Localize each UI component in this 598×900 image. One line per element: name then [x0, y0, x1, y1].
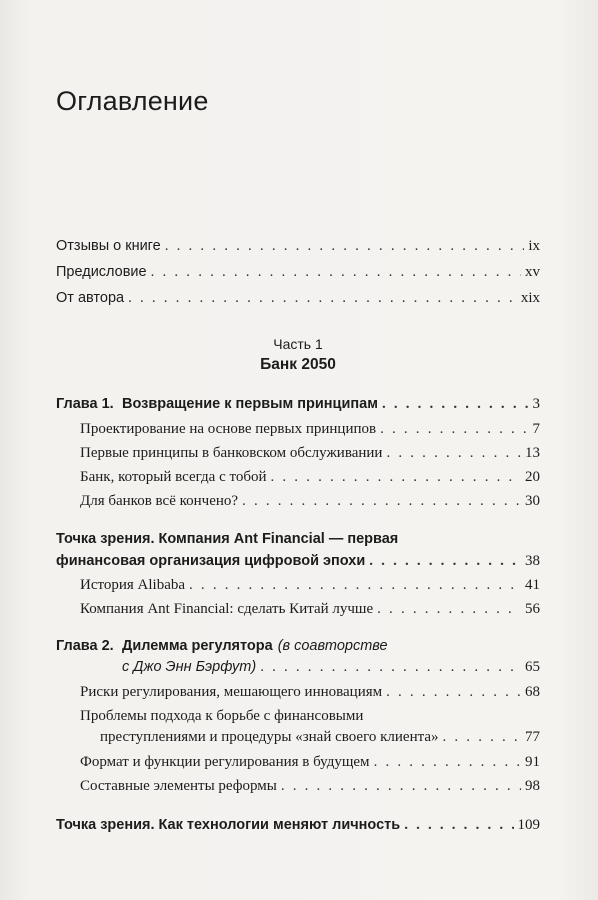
- section-page: 91: [525, 754, 540, 770]
- section-page: 30: [525, 493, 540, 509]
- toc-section-title[interactable]: [80, 708, 540, 725]
- chapter-number: Глава 1.: [56, 396, 114, 412]
- part-title: Банк 2050: [260, 356, 336, 373]
- chapter-page: 65: [525, 659, 540, 675]
- leader-dots: [189, 577, 521, 594]
- toc-section-entry[interactable]: [80, 493, 540, 510]
- leader-dots: [281, 778, 521, 795]
- toc-entry-page: xix: [520, 290, 540, 306]
- toc-section-entry[interactable]: [80, 445, 540, 462]
- section-label: История Alibaba: [80, 577, 186, 593]
- leader-dots: [374, 754, 521, 771]
- section-page: 98: [525, 778, 540, 794]
- toc-section-entry[interactable]: [80, 577, 540, 594]
- section-page: 7: [532, 421, 540, 437]
- chapter-title: Дилемма регулятора: [122, 638, 273, 654]
- viewpoint-page: 38: [525, 553, 540, 569]
- section-label: Проблемы подхода к борьбе с финансовыми: [80, 708, 364, 724]
- chapter-number: Глава 2.: [56, 638, 114, 654]
- toc-section-entry[interactable]: [80, 778, 540, 795]
- toc-section-entry[interactable]: [80, 684, 540, 701]
- section-page: 41: [525, 577, 540, 593]
- toc-entry-label: Отзывы о книге: [56, 238, 161, 254]
- leader-dots: [404, 817, 513, 834]
- page-title: Оглавление: [56, 86, 209, 116]
- toc-chapter-entry[interactable]: [56, 396, 540, 413]
- section-page: 68: [525, 684, 540, 700]
- leader-dots: [369, 553, 521, 570]
- toc-section-entry[interactable]: [80, 469, 540, 486]
- section-label: Компания Ant Financial: сделать Китай лучше: [80, 601, 374, 617]
- leader-dots: [151, 264, 521, 281]
- toc-section-entry[interactable]: [100, 729, 540, 746]
- toc-entry-page: ix: [528, 238, 540, 254]
- section-page: 77: [525, 729, 540, 745]
- section-page: 20: [525, 469, 540, 485]
- leader-dots: [380, 421, 528, 438]
- part-label: Часть 1: [273, 336, 323, 352]
- toc-section-entry[interactable]: [80, 601, 540, 618]
- section-label: Проектирование на основе первых принципов: [80, 421, 377, 437]
- chapter-page: 3: [532, 396, 540, 412]
- section-label: Составные элементы реформы: [80, 778, 277, 794]
- chapter-coauthor-line1: (в соавторстве: [277, 638, 388, 654]
- viewpoint-page: 109: [517, 817, 540, 833]
- leader-dots: [386, 445, 521, 462]
- toc-chapter-entry[interactable]: [122, 659, 540, 676]
- leader-dots: [377, 601, 521, 618]
- leader-dots: [260, 659, 521, 676]
- toc-entry-page: xv: [525, 264, 540, 280]
- toc-section-entry[interactable]: [80, 421, 540, 438]
- leader-dots: [386, 684, 521, 701]
- section-label: Для банков всё кончено?: [80, 493, 239, 509]
- leader-dots: [242, 493, 521, 510]
- section-label: Формат и функции регулирования в будущем: [80, 754, 370, 770]
- toc-viewpoint-title[interactable]: [56, 531, 540, 547]
- toc-entry[interactable]: [56, 264, 540, 281]
- toc-entry[interactable]: [56, 238, 540, 255]
- leader-dots: [128, 290, 517, 307]
- toc-entry[interactable]: [56, 290, 540, 307]
- viewpoint-title: Точка зрения. Как технологии меняют личность: [56, 817, 401, 833]
- chapter-title: Возвращение к первым принципам: [122, 396, 378, 412]
- leader-dots: [165, 238, 525, 255]
- leader-dots: [443, 729, 522, 746]
- toc-viewpoint-entry[interactable]: [56, 553, 540, 570]
- section-label-cont: преступлениями и процедуры «знай своего клиента»: [100, 729, 439, 745]
- viewpoint-title-line1: Точка зрения. Компания Ant Financial — первая: [56, 531, 399, 547]
- toc-chapter-title[interactable]: [56, 638, 540, 654]
- toc-viewpoint-entry[interactable]: [56, 817, 540, 834]
- chapter-coauthor-line2: с Джо Энн Бэрфут): [122, 659, 257, 675]
- section-label: Банк, который всегда с тобой: [80, 469, 267, 485]
- toc-entry-label: От автора: [56, 290, 125, 306]
- toc-entry-label: Предисловие: [56, 264, 147, 280]
- leader-dots: [382, 396, 529, 413]
- section-label: Первые принципы в банковском обслуживании: [80, 445, 383, 461]
- toc-section-entry[interactable]: [80, 754, 540, 771]
- viewpoint-title-line2: финансовая организация цифровой эпохи: [56, 553, 366, 569]
- leader-dots: [271, 469, 522, 486]
- section-page: 13: [525, 445, 540, 461]
- section-label: Риски регулирования, мешающего инновациям: [80, 684, 383, 700]
- section-page: 56: [525, 601, 540, 617]
